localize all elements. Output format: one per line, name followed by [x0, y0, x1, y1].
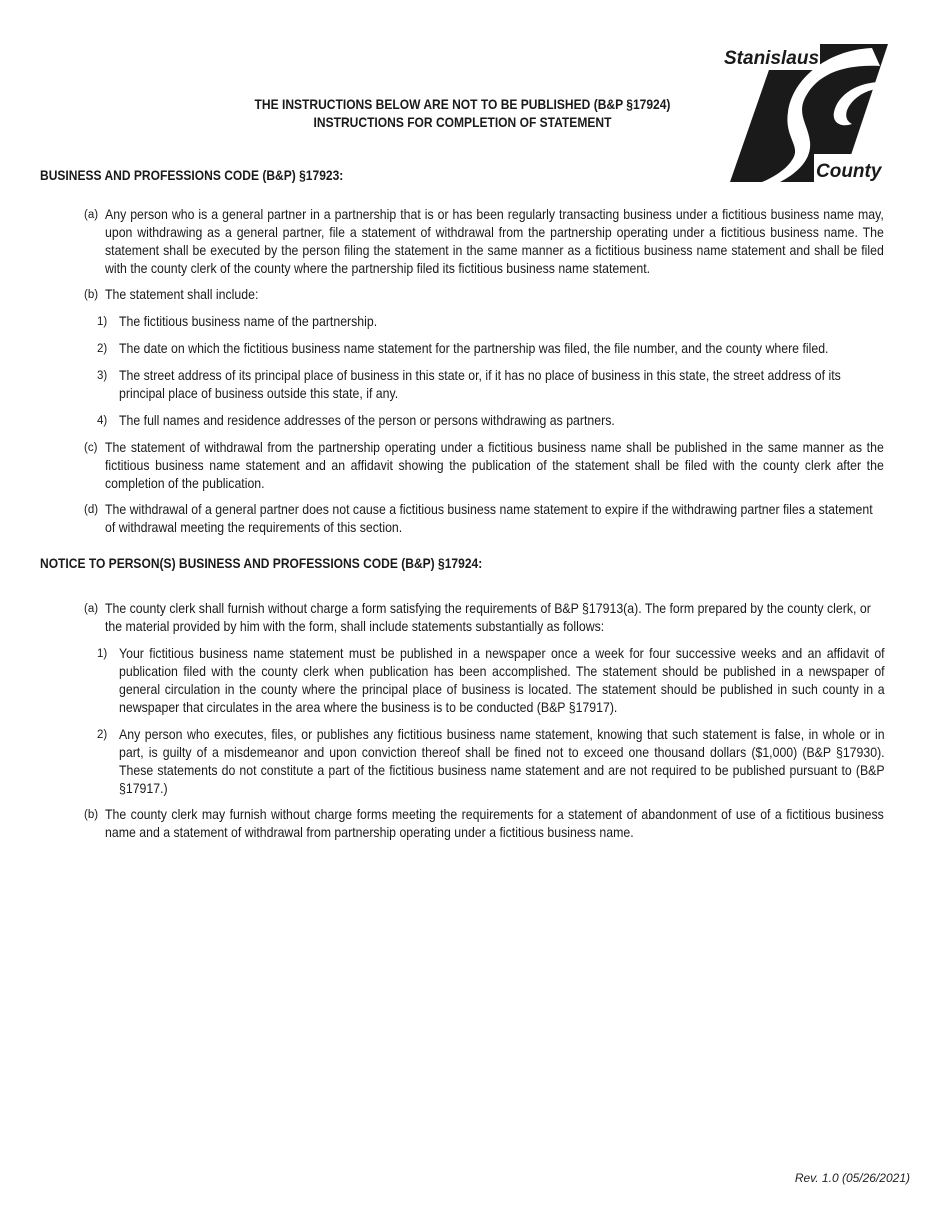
revision-label: Rev. 1.0 (05/26/2021): [794, 1171, 910, 1185]
subclause-marker: 2): [97, 729, 108, 741]
stanislaus-county-logo: [722, 42, 888, 184]
clause-text: Any person who is a general partner in a partnership that is or has been regularly transacting business under a fictitious business name may, upon withdrawing as a general partner, file a statement of withdrawal from the partnership operating under a fictitious business name. The statement shall be executed by the person filing the statement in the same manner as a fictitious business name statement and shall be filed with the county clerk of the county where the partnership filed its fictitious business name statement.: [105, 206, 884, 276]
subclause-marker: 1): [97, 648, 108, 660]
clause-a-17924: [84, 599, 950, 635]
subclause-marker: 4): [97, 415, 108, 427]
subclause-2-17924: [97, 725, 950, 797]
section-heading-17923: BUSINESS AND PROFESSIONS CODE (B&P) §17923:: [40, 167, 344, 183]
subclause-text: The fictitious business name of the partnership.: [119, 313, 378, 329]
clause-d-17923: [84, 500, 950, 536]
clause-text: The county clerk shall furnish without charge a form satisfying the requirements of B&P §17913(a). The form prepared by the county clerk, or the material provided by him with the form, shall include statements substantially as follows:: [105, 600, 871, 634]
subclause-marker: 1): [97, 316, 108, 328]
subclause-2-17923: [97, 339, 950, 357]
subclause-1-17923: [97, 312, 950, 330]
subclause-4-17923: [97, 411, 950, 429]
clause-marker: (b): [84, 809, 99, 821]
clause-text: The statement of withdrawal from the partnership operating under a fictitious business name shall be published in the same manner as the fictitious business name statement and an affidavit showing the publication of the statement shall be filed with the county clerk after the completion of the publication.: [105, 439, 884, 491]
header-line-1: THE INSTRUCTIONS BELOW ARE NOT TO BE PUBLISHED (B&P §17924): [254, 96, 671, 112]
clause-b-17924: [84, 805, 950, 841]
subclause-text: Your fictitious business name statement must be published in a newspaper once a week for four successive weeks and an affidavit of publication filed with the county clerk when publication has been accomplished. The statement should be published in a newspaper of general circulation in the county where the principal place of business is located. The statement should be published in such county in a newspaper that circulates in the area where the business is to be conducted (B&P §17917).: [119, 645, 885, 715]
subclause-text: The street address of its principal place of business in this state or, if it has no place of business in this state, the street address of its principal place of business outside this state, if any.: [119, 367, 841, 401]
subclause-text: The full names and residence addresses of the person or persons withdrawing as partners.: [119, 412, 615, 428]
clause-marker: (a): [84, 603, 99, 615]
clause-marker: (c): [84, 442, 98, 454]
clause-b-17923: [84, 285, 950, 303]
logo-word-bottom: County: [816, 161, 882, 182]
clause-a-17923: [84, 205, 950, 277]
clause-c-17923: [84, 438, 950, 492]
subclause-1-17924: [97, 644, 950, 716]
subclause-marker: 3): [97, 370, 108, 382]
subclause-3-17923: [97, 366, 950, 402]
logo-word-top: Stanislaus: [724, 48, 820, 69]
clause-text: The withdrawal of a general partner does not cause a fictitious business name statement to expire if the withdrawing partner files a statement of withdrawal meeting the requirements of this section.: [105, 501, 873, 535]
clause-text: The statement shall include:: [105, 286, 259, 302]
clause-marker: (a): [84, 209, 99, 221]
subclause-text: The date on which the fictitious business name statement for the partnership was filed, the file number, and the county where filed.: [119, 340, 829, 356]
subclause-text: Any person who executes, files, or publishes any fictitious business name statement, knowing that such statement is false, in whole or in part, is guilty of a misdemeanor and upon conviction thereof shall be fined not to exceed one thousand dollars ($1,000) (B&P §17930). These statements do not constitute a part of the fictitious business name statement and are not required to be published pursuant to (B&P §17917.): [119, 726, 885, 796]
logo-mark: [722, 42, 888, 184]
clause-marker: (d): [84, 504, 99, 516]
clause-marker: (b): [84, 289, 99, 301]
section-heading-17924: NOTICE TO PERSON(S) BUSINESS AND PROFESSIONS CODE (B&P) §17924:: [40, 555, 483, 571]
subclause-marker: 2): [97, 343, 108, 355]
header-line-2: INSTRUCTIONS FOR COMPLETION OF STATEMENT: [313, 114, 612, 130]
clause-text: The county clerk may furnish without charge forms meeting the requirements for a statement of abandonment of use of a fictitious business name and a statement of withdrawal from partnership operating under a fictitious business name.: [105, 806, 884, 840]
